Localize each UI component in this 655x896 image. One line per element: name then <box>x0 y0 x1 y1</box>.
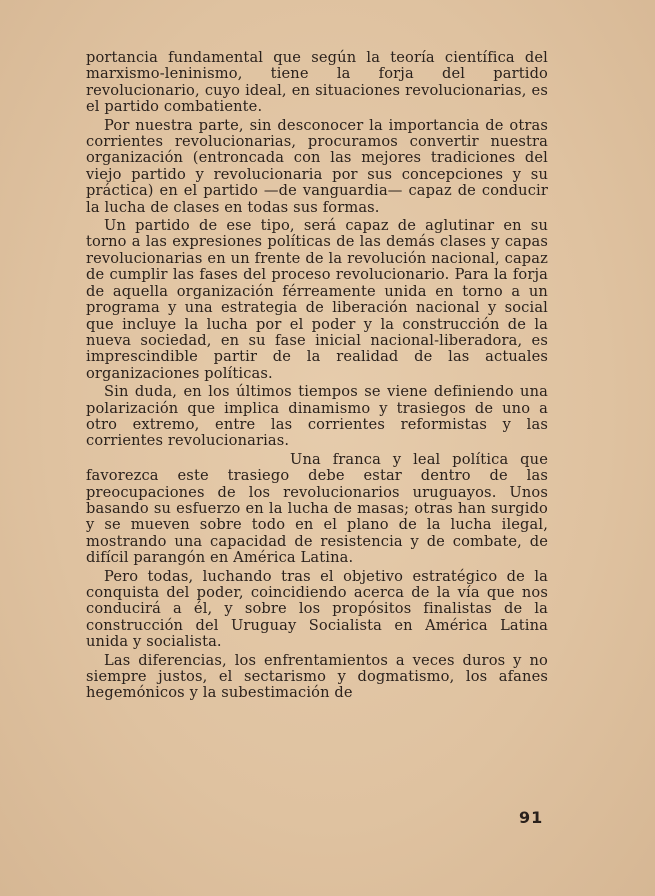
paragraph-5: Una franca y leal política que favorezca este trasiego debe estar dentro de las preocupaciones de los revolucionarios uruguayos. Unos basando su esfuerzo en la lucha de masas; otras han surgido y se mueven sobre todo en el plano de la lucha ilegal, mostrando una capacidad de resistencia y de combate, de difícil parangón en América Latina. <box>86 450 548 567</box>
paragraph-6: Pero todas, luchando tras el objetivo estratégico de la conquista del poder, coincidiendo acerca de la vía que nos conducirá a él, y sobre los propósitos finalistas de la construcción del Uruguay Socialista en América Latina unida y socialista. <box>86 567 548 651</box>
paragraph-7: Las diferencias, los enfrentamientos a veces duros y no siempre justos, el sectarismo y dogmatismo, los afanes hegemónicos y la subestimación de <box>86 651 548 702</box>
paragraph-1: portancia fundamental que según la teoría científica del marxismo-leninismo, tiene la forja del partido revolucionario, cuyo ideal, en situaciones revolucionarias, es el partido combatiente. <box>86 49 548 116</box>
paragraph-2: Por nuestra parte, sin desconocer la importancia de otras corrientes revolucionarias, procuramos convertir nuestra organización (entroncada con las mejores tradiciones del viejo partido y revolucionaria por sus concepciones y su práctica) en el partido —de vanguardia— capaz de conducir la lucha de clases en todas sus formas. <box>86 116 548 216</box>
body-text <box>86 50 548 704</box>
paragraph-3: Un partido de ese tipo, será capaz de aglutinar en su torno a las expresiones políticas de las demás clases y capas revolucionarias en un frente de la revolución nacional, capaz de cumplir las fases del proceso revolucionario. Para la forja de aquella organización férreamente unida en torno a un programa y una estrategia de liberación nacional y social que incluye la lucha por el poder y la construcción de la nueva sociedad, en su fase inicial nacional-liberadora, es imprescindible partir de la realidad de las actuales organizaciones políticas. <box>86 217 548 382</box>
paragraph-4: Sin duda, en los últimos tiempos se viene definiendo una polarización que implica dinamismo y trasiegos de uno a otro extremo, entre las corrientes reformistas y las corrientes revolucionarias. <box>86 383 548 450</box>
page-number: 91 <box>519 808 544 827</box>
